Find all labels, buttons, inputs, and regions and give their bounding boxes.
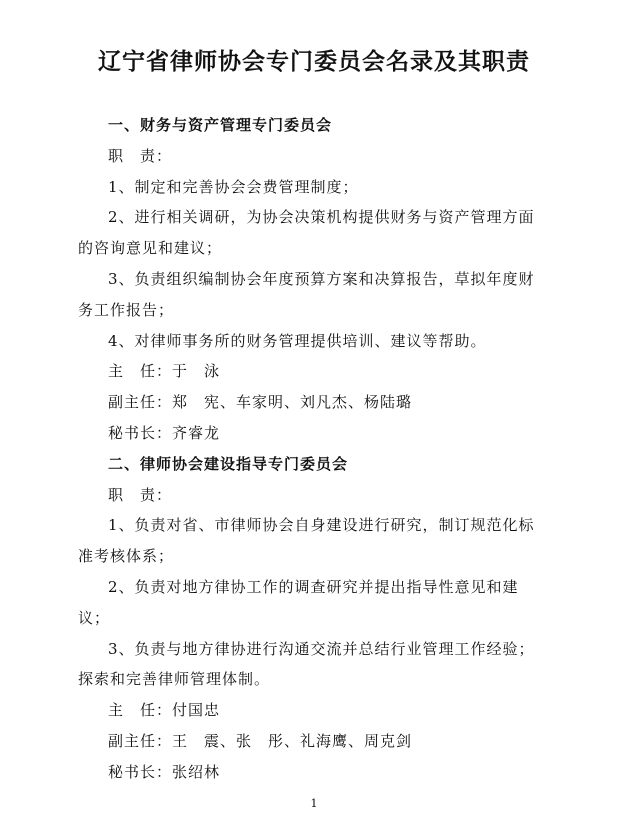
secretary-general-line: 秘书长：齐睿龙 [108, 423, 221, 442]
duty-item: 1、制定和完善协会会费管理制度； [108, 177, 359, 196]
section-heading-construction-committee: 二、律师协会建设指导专门委员会 [108, 454, 349, 473]
secretary-general-line: 秘书长：张绍林 [108, 762, 221, 781]
duty-item: 3、负责组织编制协会年度预算方案和决算报告，草拟年度财 [108, 269, 535, 288]
duty-item: 2、负责对地方律协工作的调查研究并提出指导性意见和建 [108, 577, 519, 596]
deputy-director-line: 副主任：郑 宪、车家明、刘凡杰、杨陆璐 [108, 393, 413, 412]
duty-item: 1、负责对省、市律师协会自身建设进行研究，制订规范化标 [108, 516, 535, 535]
document-body [78, 110, 558, 788]
duty-item-continuation: 务工作报告； [78, 300, 175, 319]
duty-item: 2、进行相关调研，为协会决策机构提供财务与资产管理方面 [108, 208, 535, 227]
director-line: 主 任：于 泳 [108, 362, 221, 381]
page-number: 1 [310, 797, 318, 810]
duty-item-continuation: 探索和完善律师管理体制。 [78, 670, 271, 689]
duties-label: 职 责： [108, 485, 173, 504]
section-heading-finance-committee: 一、财务与资产管理专门委员会 [108, 116, 333, 134]
duty-item-continuation: 准考核体系； [78, 547, 175, 566]
duty-item: 3、负责与地方律协进行沟通交流并总结行业管理工作经验； [108, 639, 535, 658]
deputy-director-line: 副主任：王 震、张 彤、礼海鹰、周克剑 [108, 731, 413, 750]
duties-label: 职 责： [108, 146, 173, 165]
document-title: 辽宁省律师协会专门委员会名录及其职责 [98, 49, 530, 75]
duty-item-continuation: 议； [78, 608, 111, 627]
duty-item-continuation: 的咨询意见和建议； [78, 239, 223, 258]
duty-item: 4、对律师事务所的财务管理提供培训、建议等帮助。 [108, 331, 487, 350]
director-line: 主 任：付国忠 [108, 701, 221, 720]
